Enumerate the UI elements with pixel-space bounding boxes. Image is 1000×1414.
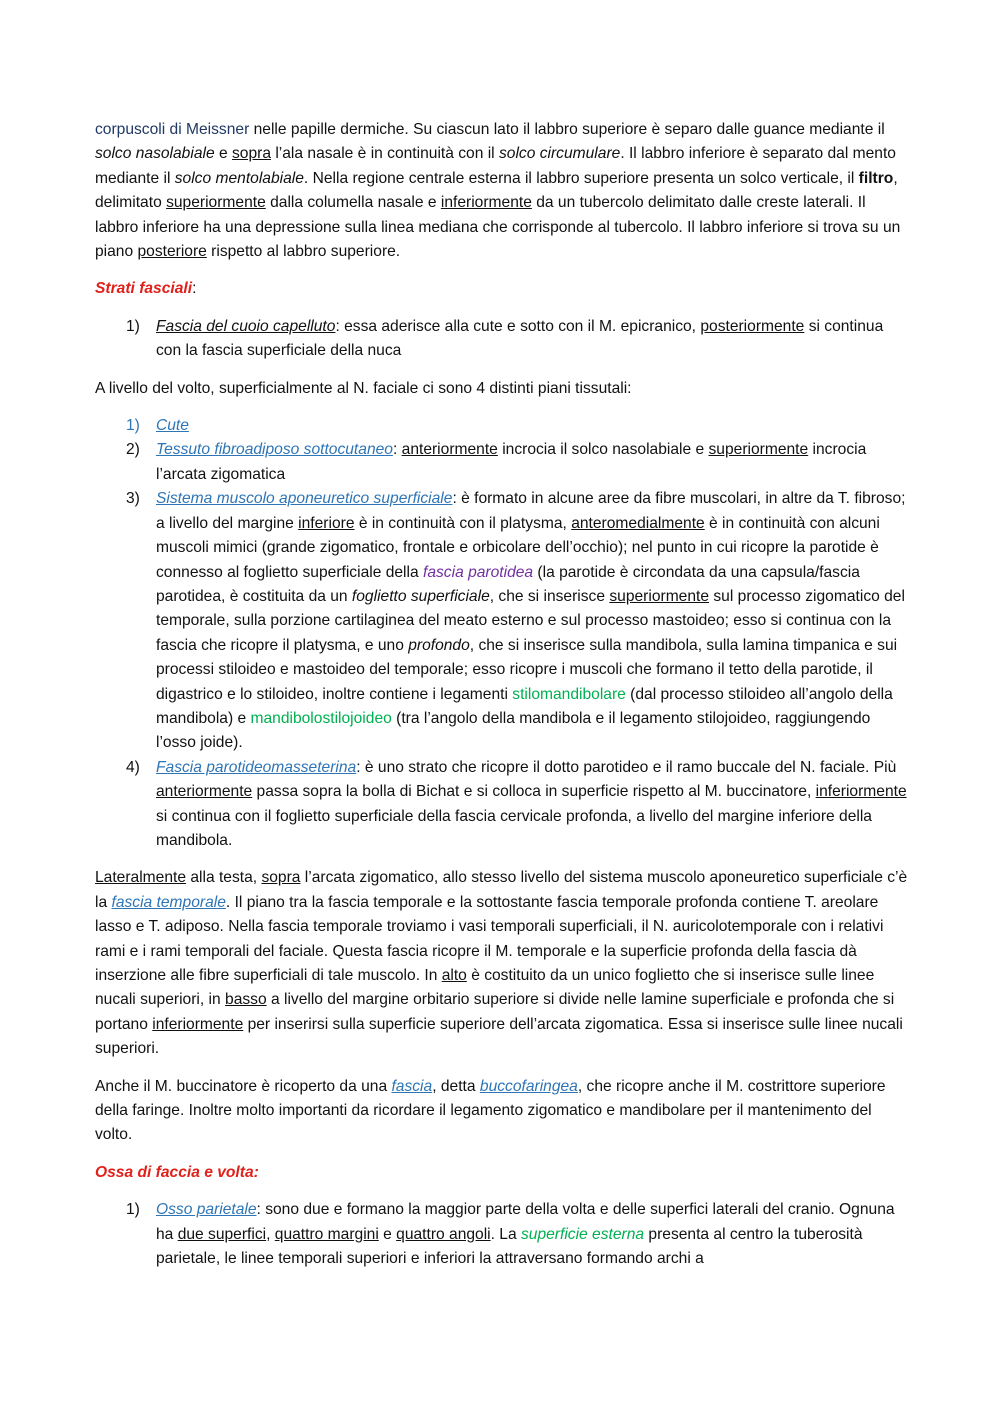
- heading-colon: :: [192, 280, 197, 298]
- text: :: [392, 441, 402, 459]
- text: , detta: [432, 1077, 480, 1095]
- underlined-due-superfici: due superfici: [177, 1225, 267, 1243]
- text: incrocia l’arcata zigomatica: [156, 441, 867, 483]
- term-stilomandibolare: stilomandibolare: [512, 685, 626, 703]
- list-piani-tissutali: [95, 414, 910, 853]
- underlined-inferiormente: inferiormente: [440, 194, 532, 212]
- text: ,: [266, 1225, 275, 1243]
- text: passa sopra la bolla di Bichat e si colloca in superficie rispetto al M. buccinatore,: [252, 783, 816, 801]
- list-ossa: [95, 1198, 910, 1271]
- underlined-inferiormente: inferiormente: [815, 783, 907, 801]
- document-page: [95, 118, 910, 1284]
- text: : sono due e formano la maggior parte della volta e delle superfici laterali del cranio. Ognuna ha: [156, 1201, 895, 1243]
- text: l’arcata zigomatico, allo stesso livello del sistema muscolo aponeuretico superficiale c’è la: [95, 869, 908, 911]
- list-item: [95, 315, 910, 364]
- underlined-inferiore: inferiore: [298, 514, 355, 532]
- paragraph-lips: [95, 118, 910, 264]
- term-fascia-cuoio-capelluto: Fascia del cuoio capelluto: [156, 317, 336, 335]
- underlined-anteromedialmente: anteromedialmente: [571, 514, 705, 532]
- underlined-quattro-margini: quattro margini: [274, 1225, 379, 1243]
- list-item: [95, 756, 910, 854]
- underlined-superiormente: superiormente: [166, 194, 266, 212]
- text: : è uno strato che ricopre il dotto parotideo e il ramo buccale del N. faciale. Più: [356, 758, 897, 776]
- term-solco-mentolabiale: solco mentolabiale: [174, 169, 304, 187]
- term-filtro: filtro: [858, 169, 894, 187]
- term-superficie-esterna: superficie esterna: [520, 1225, 645, 1243]
- text: . Nella regione centrale esterna il labbro superiore presenta un solco verticale, il: [303, 169, 859, 187]
- list-number: 3): [126, 490, 140, 508]
- link-fascia[interactable]: fascia: [391, 1077, 433, 1095]
- text: (dal processo stiloideo all’angolo della mandibola) e: [156, 685, 893, 727]
- paragraph-volto: A livello del volto, superficialmente al N. faciale ci sono 4 distinti piani tissutali:: [95, 379, 632, 397]
- text: è in continuità con il platysma,: [354, 514, 572, 532]
- text: e: [378, 1225, 397, 1243]
- text: , che si inserisce sulla mandibola, sulla lamina timpanica e sui processi stiloideo e mastoideo del temporale; esso ricopre i muscoli che formano il tetto della parotide, il digastrico e lo stiloideo, inoltre contiene i legamenti: [156, 636, 898, 703]
- text: , delimitato: [95, 169, 898, 212]
- term-foglietto-superficiale: foglietto superficiale: [351, 587, 490, 605]
- text: , che ricopre anche il M. costrittore superiore della faringe. Inoltre molto importanti da ricordare il legamento zigomatico e mandibolare per il mantenimento del volto.: [95, 1077, 886, 1144]
- text: alla testa,: [186, 869, 262, 887]
- list-number: 1): [126, 317, 140, 335]
- underlined-inferiormente: inferiormente: [152, 1015, 244, 1033]
- list-number: 1): [126, 1201, 140, 1219]
- underlined-superiormente: superiormente: [708, 441, 809, 459]
- text: sul processo zigomatico del temporale, sulla porzione cartilaginea del meato esterno e sul processo mastoideo; esso si continua con la fascia che ricopre il platysma, e uno: [156, 587, 905, 654]
- underlined-posteriormente: posteriormente: [700, 317, 805, 335]
- link-smas[interactable]: Sistema muscolo aponeuretico superficiale: [156, 490, 453, 508]
- term-solco-nasolabiale: solco nasolabiale: [95, 145, 215, 163]
- term-solco-circumulare: solco circumulare: [498, 145, 621, 163]
- term-profondo: profondo: [408, 636, 470, 654]
- underlined-posteriore: posteriore: [137, 243, 207, 261]
- text: . La: [490, 1225, 521, 1243]
- heading-text: Strati fasciali: [95, 280, 193, 298]
- text: (tra l’angolo della mandibola e il legamento stilojoideo, raggiungendo l’osso joide).: [156, 709, 871, 752]
- term-meissner: corpuscoli di Meissner: [95, 121, 250, 138]
- term-mandibolostilojoideo: mandibolostilojoideo: [250, 709, 392, 727]
- underlined-anteriormente: anteriormente: [401, 441, 498, 459]
- underlined-sopra: sopra: [231, 145, 271, 163]
- link-osso-parietale[interactable]: Osso parietale: [156, 1201, 257, 1219]
- text: rispetto al labbro superiore.: [206, 243, 401, 261]
- list-number: 1): [126, 417, 140, 435]
- text: . Il labbro inferiore è separato dal mento mediante il: [95, 145, 896, 187]
- text: (la parotide è circondata da una capsula/fascia parotidea, è costituita da un: [156, 563, 860, 605]
- underlined-quattro-angoli: quattro angoli: [396, 1225, 491, 1243]
- list-cuoio-capelluto: [95, 315, 910, 364]
- text: dalla columella nasale e: [265, 194, 441, 212]
- text: per inserirsi sulla superficie superiore dell’arcata zigomatica. Essa si inserisce sulle linee nucali superiori.: [95, 1015, 903, 1058]
- underlined-basso: basso: [225, 991, 267, 1009]
- text: nelle papille dermiche. Su ciascun lato il labbro superiore è separo dalle guance mediante il: [249, 121, 885, 138]
- link-fascia-temporale[interactable]: fascia temporale: [111, 893, 226, 911]
- text: si continua con il foglietto superficiale della fascia cervicale profonda, a livello del margine inferiore della mandibola.: [156, 807, 872, 849]
- text: presenta al centro la tuberosità parietale, le linee temporali superiori e inferiori la attraversano formando archi a: [156, 1225, 863, 1268]
- term-fascia-parotidea: fascia parotidea: [423, 563, 534, 581]
- heading-strati-fasciali: [95, 277, 910, 301]
- text: e: [214, 145, 232, 163]
- link-cute[interactable]: Cute: [156, 417, 189, 435]
- text: si continua con la fascia superficiale della nuca: [156, 317, 884, 360]
- text: a livello del margine orbitario superiore si divide nelle lamine superficiale e profonda che si portano: [95, 991, 895, 1033]
- underlined-sopra: sopra: [261, 869, 301, 887]
- link-tessuto-fibroadiposo[interactable]: Tessuto fibroadiposo sottocutaneo: [156, 441, 393, 459]
- paragraph-buccinatore: [95, 1075, 910, 1148]
- text: Anche il M. buccinatore è ricoperto da una: [95, 1077, 392, 1095]
- text: . Il piano tra la fascia temporale e la sottostante fascia temporale profonda contiene T. areolare lasso e T. adiposo. Nella fascia temporale troviamo i vasi temporali superficiali, il N. auricolotemporale con i relativi rami e i rami temporali del faciale. Questa fascia ricopre il M. temporale e la superficie profonda della fascia dà inserzione alle fibre superficiali di tale muscolo. In: [95, 893, 884, 984]
- list-number: 4): [126, 758, 140, 776]
- link-buccofaringea[interactable]: buccofaringea: [479, 1077, 578, 1095]
- text: da un tubercolo delimitato dalle creste laterali. Il labbro inferiore ha una depressione sulla linea mediana che corrisponde al tubercolo. Il labbro inferiore si trova su un piano: [95, 194, 901, 261]
- text: , che si inserisce: [489, 587, 610, 605]
- link-fascia-parotideomasseterina[interactable]: Fascia parotideomasseterina: [156, 758, 357, 776]
- underlined-anteriormente: anteriormente: [156, 783, 253, 801]
- paragraph-fascia-temporale: [95, 866, 910, 1061]
- underlined-superiormente: superiormente: [609, 587, 710, 605]
- text: : è formato in alcune aree da fibre muscolari, in altre da T. fibroso; a livello del margine: [156, 490, 906, 532]
- text: incrocia il solco nasolabiale e: [497, 441, 709, 459]
- underlined-alto: alto: [441, 967, 467, 984]
- text: : essa aderisce alla cute e sotto con il M. epicranico,: [335, 317, 701, 335]
- underlined-lateralmente: Lateralmente: [95, 869, 187, 887]
- text: è costituito da un unico foglietto che si inserisce sulle linee nucali superiori, in: [95, 967, 875, 1009]
- heading-ossa-faccia-volta: Ossa di faccia e volta:: [95, 1163, 259, 1181]
- list-item: [95, 487, 910, 755]
- list-item: [95, 414, 910, 438]
- text: è in continuità con alcuni muscoli mimici (grande zigomatico, frontale e orbicolare dell’occhio); nel punto in cui ricopre la parotide è connesso al foglietto superficiale della: [156, 514, 880, 581]
- list-number: 2): [126, 441, 140, 459]
- list-item: [95, 1198, 910, 1271]
- text: l’ala nasale è in continuità con il: [271, 145, 499, 163]
- list-item: [95, 438, 910, 487]
